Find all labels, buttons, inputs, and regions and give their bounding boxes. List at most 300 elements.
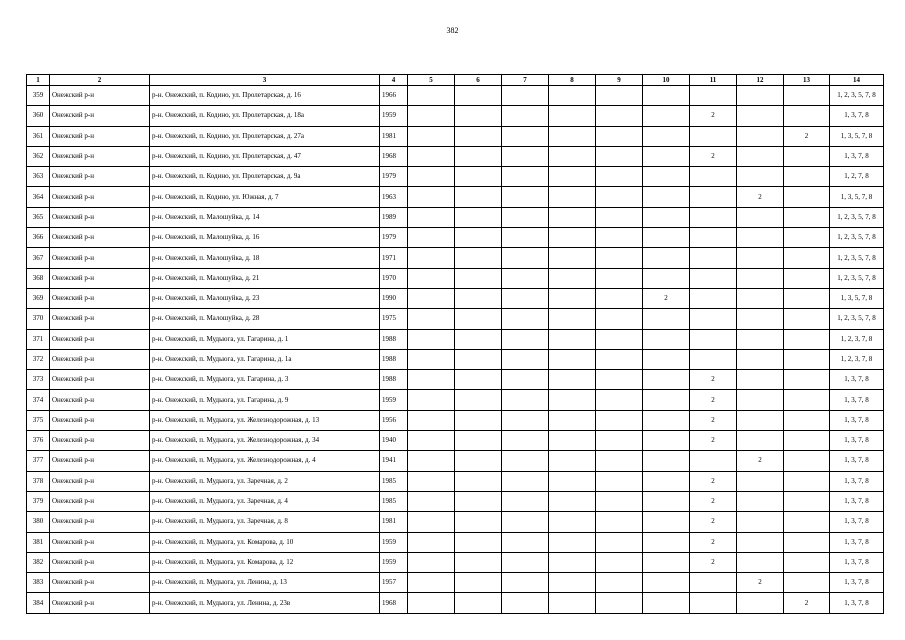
col10-cell: [643, 106, 690, 126]
row-number: 384: [27, 593, 50, 613]
col7-cell: [502, 106, 549, 126]
district-cell: Онежский р-н: [50, 309, 150, 329]
column-header-3: 3: [150, 75, 380, 86]
col13-cell: [784, 207, 830, 227]
column-header-4: 4: [380, 75, 408, 86]
col13-cell: [784, 552, 830, 572]
col5-cell: [408, 573, 455, 593]
row-number: 381: [27, 532, 50, 552]
row-number: 370: [27, 309, 50, 329]
col6-cell: [455, 491, 502, 511]
district-cell: Онежский р-н: [50, 410, 150, 430]
col12-cell: [737, 431, 784, 451]
col5-cell: [408, 390, 455, 410]
col7-cell: [502, 228, 549, 248]
col5-cell: [408, 126, 455, 146]
col12-cell: [737, 329, 784, 349]
address-cell: р-н. Онежский, п. Мудьюга, ул. Ленина, д. 13: [150, 573, 380, 593]
district-cell: Онежский р-н: [50, 146, 150, 166]
address-cell: р-н. Онежский, п. Кодино, ул. Пролетарская, д. 27а: [150, 126, 380, 146]
col11-cell: [690, 573, 737, 593]
col8-cell: [549, 471, 596, 491]
year-cell: 1990: [380, 288, 408, 308]
col5-cell: [408, 146, 455, 166]
address-cell: р-н. Онежский, п. Малошуйка, д. 16: [150, 228, 380, 248]
district-cell: Онежский р-н: [50, 268, 150, 288]
table-row: [27, 491, 884, 511]
col8-cell: [549, 268, 596, 288]
address-cell: р-н. Онежский, п. Мудьюга, ул. Заречная, д. 8: [150, 512, 380, 532]
col14-cell: 1, 3, 7, 8: [830, 512, 884, 532]
district-cell: Онежский р-н: [50, 471, 150, 491]
col13-cell: [784, 390, 830, 410]
col11-cell: [690, 126, 737, 146]
row-number: 382: [27, 552, 50, 572]
col9-cell: [596, 593, 643, 613]
col8-cell: [549, 349, 596, 369]
col12-cell: [737, 167, 784, 187]
col12-cell: [737, 248, 784, 268]
col5-cell: [408, 268, 455, 288]
col10-cell: [643, 207, 690, 227]
col12-cell: [737, 309, 784, 329]
col12-cell: [737, 106, 784, 126]
row-number: 383: [27, 573, 50, 593]
col9-cell: [596, 207, 643, 227]
col6-cell: [455, 207, 502, 227]
col5-cell: [408, 248, 455, 268]
col14-cell: 1, 3, 5, 7, 8: [830, 187, 884, 207]
col14-cell: 1, 3, 7, 8: [830, 593, 884, 613]
col5-cell: [408, 532, 455, 552]
col9-cell: [596, 268, 643, 288]
address-cell: р-н. Онежский, п. Мудьюга, ул. Гагарина, д. 3: [150, 370, 380, 390]
year-cell: 1959: [380, 390, 408, 410]
col14-cell: 1, 2, 7, 8: [830, 167, 884, 187]
col6-cell: [455, 390, 502, 410]
row-number: 375: [27, 410, 50, 430]
col12-cell: [737, 86, 784, 106]
col11-cell: 2: [690, 471, 737, 491]
col7-cell: [502, 431, 549, 451]
col9-cell: [596, 126, 643, 146]
year-cell: 1968: [380, 593, 408, 613]
row-number: 374: [27, 390, 50, 410]
row-number: 372: [27, 349, 50, 369]
col13-cell: [784, 451, 830, 471]
col12-cell: 2: [737, 451, 784, 471]
col8-cell: [549, 329, 596, 349]
col12-cell: [737, 288, 784, 308]
district-cell: Онежский р-н: [50, 573, 150, 593]
year-cell: 1989: [380, 207, 408, 227]
col10-cell: [643, 491, 690, 511]
row-number: 379: [27, 491, 50, 511]
year-cell: 1968: [380, 146, 408, 166]
col7-cell: [502, 187, 549, 207]
col14-cell: 1, 2, 3, 5, 7, 8: [830, 309, 884, 329]
table-row: [27, 532, 884, 552]
col7-cell: [502, 167, 549, 187]
col6-cell: [455, 512, 502, 532]
col8-cell: [549, 207, 596, 227]
col8-cell: [549, 106, 596, 126]
col9-cell: [596, 471, 643, 491]
col12-cell: [737, 268, 784, 288]
column-header-1: 1: [27, 75, 50, 86]
year-cell: 1981: [380, 512, 408, 532]
col6-cell: [455, 471, 502, 491]
col10-cell: [643, 167, 690, 187]
col11-cell: [690, 329, 737, 349]
col14-cell: 1, 3, 7, 8: [830, 146, 884, 166]
row-number: 366: [27, 228, 50, 248]
year-cell: 1988: [380, 329, 408, 349]
address-cell: р-н. Онежский, п. Мудьюга, ул. Ленина, д. 23в: [150, 593, 380, 613]
address-cell: р-н. Онежский, п. Кодино, ул. Пролетарская, д. 18а: [150, 106, 380, 126]
table-row: [27, 451, 884, 471]
col14-cell: 1, 3, 7, 8: [830, 491, 884, 511]
col13-cell: 2: [784, 593, 830, 613]
col8-cell: [549, 512, 596, 532]
col11-cell: [690, 167, 737, 187]
col9-cell: [596, 491, 643, 511]
address-cell: р-н. Онежский, п. Мудьюга, ул. Комарова, д. 10: [150, 532, 380, 552]
row-number: 364: [27, 187, 50, 207]
row-number: 359: [27, 86, 50, 106]
col7-cell: [502, 573, 549, 593]
col9-cell: [596, 86, 643, 106]
col5-cell: [408, 410, 455, 430]
table-row: [27, 248, 884, 268]
year-cell: 1970: [380, 268, 408, 288]
year-cell: 1985: [380, 471, 408, 491]
col13-cell: [784, 370, 830, 390]
district-cell: Онежский р-н: [50, 532, 150, 552]
table-row: [27, 228, 884, 248]
col11-cell: [690, 349, 737, 369]
address-cell: р-н. Онежский, п. Мудьюга, ул. Железнодорожная, д. 34: [150, 431, 380, 451]
col13-cell: [784, 431, 830, 451]
col13-cell: [784, 187, 830, 207]
col9-cell: [596, 187, 643, 207]
page-number: 382: [446, 26, 459, 35]
col5-cell: [408, 552, 455, 572]
col6-cell: [455, 86, 502, 106]
table-row: [27, 288, 884, 308]
col5-cell: [408, 309, 455, 329]
address-cell: р-н. Онежский, п. Мудьюга, ул. Гагарина, д. 1: [150, 329, 380, 349]
col7-cell: [502, 532, 549, 552]
district-cell: Онежский р-н: [50, 207, 150, 227]
col14-cell: 1, 3, 7, 8: [830, 552, 884, 572]
col8-cell: [549, 451, 596, 471]
table-row: [27, 268, 884, 288]
col8-cell: [549, 370, 596, 390]
col8-cell: [549, 410, 596, 430]
address-cell: р-н. Онежский, п. Малошуйка, д. 18: [150, 248, 380, 268]
col7-cell: [502, 451, 549, 471]
table-body: [27, 86, 884, 614]
col5-cell: [408, 207, 455, 227]
col11-cell: [690, 288, 737, 308]
col5-cell: [408, 370, 455, 390]
table-row: [27, 431, 884, 451]
address-cell: р-н. Онежский, п. Кодино, ул. Пролетарская, д. 9а: [150, 167, 380, 187]
year-cell: 1941: [380, 451, 408, 471]
col13-cell: [784, 228, 830, 248]
col6-cell: [455, 410, 502, 430]
col10-cell: [643, 512, 690, 532]
row-number: 369: [27, 288, 50, 308]
col9-cell: [596, 431, 643, 451]
row-number: 360: [27, 106, 50, 126]
row-number: 368: [27, 268, 50, 288]
column-header-9: 9: [596, 75, 643, 86]
col9-cell: [596, 248, 643, 268]
col7-cell: [502, 471, 549, 491]
col6-cell: [455, 146, 502, 166]
row-number: 377: [27, 451, 50, 471]
table-row: [27, 552, 884, 572]
col14-cell: 1, 3, 5, 7, 8: [830, 126, 884, 146]
col11-cell: 2: [690, 370, 737, 390]
col9-cell: [596, 106, 643, 126]
col14-cell: 1, 3, 7, 8: [830, 390, 884, 410]
col10-cell: [643, 451, 690, 471]
col14-cell: 1, 2, 3, 5, 7, 8: [830, 268, 884, 288]
col8-cell: [549, 146, 596, 166]
column-header-10: 10: [643, 75, 690, 86]
district-cell: Онежский р-н: [50, 349, 150, 369]
col11-cell: [690, 207, 737, 227]
col14-cell: 1, 2, 3, 5, 7, 8: [830, 207, 884, 227]
col6-cell: [455, 552, 502, 572]
col13-cell: [784, 329, 830, 349]
table-row: [27, 309, 884, 329]
year-cell: 1971: [380, 248, 408, 268]
col12-cell: 2: [737, 187, 784, 207]
col10-cell: [643, 187, 690, 207]
table-row: [27, 349, 884, 369]
district-cell: Онежский р-н: [50, 593, 150, 613]
col8-cell: [549, 228, 596, 248]
col11-cell: 2: [690, 390, 737, 410]
col10-cell: [643, 146, 690, 166]
col9-cell: [596, 573, 643, 593]
col7-cell: [502, 491, 549, 511]
district-cell: Онежский р-н: [50, 167, 150, 187]
col7-cell: [502, 207, 549, 227]
col5-cell: [408, 593, 455, 613]
table-row: [27, 167, 884, 187]
col13-cell: [784, 471, 830, 491]
col11-cell: 2: [690, 552, 737, 572]
district-cell: Онежский р-н: [50, 86, 150, 106]
col7-cell: [502, 248, 549, 268]
col13-cell: [784, 167, 830, 187]
col11-cell: [690, 248, 737, 268]
district-cell: Онежский р-н: [50, 228, 150, 248]
col10-cell: [643, 390, 690, 410]
col10-cell: [643, 431, 690, 451]
col14-cell: 1, 3, 7, 8: [830, 431, 884, 451]
col11-cell: [690, 451, 737, 471]
col13-cell: [784, 410, 830, 430]
year-cell: 1979: [380, 228, 408, 248]
district-cell: Онежский р-н: [50, 187, 150, 207]
col6-cell: [455, 431, 502, 451]
col8-cell: [549, 86, 596, 106]
col5-cell: [408, 106, 455, 126]
col10-cell: 2: [643, 288, 690, 308]
col11-cell: 2: [690, 146, 737, 166]
col8-cell: [549, 126, 596, 146]
address-cell: р-н. Онежский, п. Малошуйка, д. 23: [150, 288, 380, 308]
col6-cell: [455, 248, 502, 268]
col9-cell: [596, 288, 643, 308]
row-number: 380: [27, 512, 50, 532]
row-number: 371: [27, 329, 50, 349]
table-row: [27, 573, 884, 593]
col12-cell: [737, 390, 784, 410]
col14-cell: 1, 2, 3, 5, 7, 8: [830, 228, 884, 248]
col12-cell: [737, 532, 784, 552]
table-row: [27, 471, 884, 491]
col7-cell: [502, 370, 549, 390]
col11-cell: [690, 228, 737, 248]
col13-cell: [784, 309, 830, 329]
col9-cell: [596, 410, 643, 430]
col11-cell: 2: [690, 512, 737, 532]
year-cell: 1966: [380, 86, 408, 106]
col14-cell: 1, 3, 7, 8: [830, 451, 884, 471]
col12-cell: [737, 552, 784, 572]
district-cell: Онежский р-н: [50, 370, 150, 390]
col7-cell: [502, 512, 549, 532]
col6-cell: [455, 309, 502, 329]
col10-cell: [643, 309, 690, 329]
district-cell: Онежский р-н: [50, 431, 150, 451]
year-cell: 1975: [380, 309, 408, 329]
col6-cell: [455, 167, 502, 187]
address-cell: р-н. Онежский, п. Мудьюга, ул. Заречная, д. 4: [150, 491, 380, 511]
col13-cell: [784, 573, 830, 593]
col8-cell: [549, 288, 596, 308]
table-row: [27, 106, 884, 126]
col11-cell: 2: [690, 410, 737, 430]
column-header-5: 5: [408, 75, 455, 86]
year-cell: 1988: [380, 349, 408, 369]
year-cell: 1988: [380, 370, 408, 390]
col10-cell: [643, 593, 690, 613]
col10-cell: [643, 248, 690, 268]
year-cell: 1940: [380, 431, 408, 451]
column-header-14: 14: [830, 75, 884, 86]
column-header-13: 13: [784, 75, 830, 86]
col9-cell: [596, 451, 643, 471]
col12-cell: [737, 228, 784, 248]
column-header-7: 7: [502, 75, 549, 86]
col8-cell: [549, 390, 596, 410]
col12-cell: [737, 207, 784, 227]
col10-cell: [643, 471, 690, 491]
column-header-8: 8: [549, 75, 596, 86]
address-cell: р-н. Онежский, п. Кодино, ул. Пролетарская, д. 16: [150, 86, 380, 106]
col9-cell: [596, 512, 643, 532]
row-number: 365: [27, 207, 50, 227]
col12-cell: [737, 410, 784, 430]
col5-cell: [408, 167, 455, 187]
table-row: [27, 370, 884, 390]
col10-cell: [643, 552, 690, 572]
col8-cell: [549, 532, 596, 552]
col13-cell: [784, 86, 830, 106]
year-cell: 1957: [380, 573, 408, 593]
col7-cell: [502, 552, 549, 572]
district-cell: Онежский р-н: [50, 491, 150, 511]
col5-cell: [408, 349, 455, 369]
col7-cell: [502, 146, 549, 166]
address-cell: р-н. Онежский, п. Мудьюга, ул. Заречная, д. 2: [150, 471, 380, 491]
col9-cell: [596, 552, 643, 572]
year-cell: 1956: [380, 410, 408, 430]
col6-cell: [455, 288, 502, 308]
year-cell: 1985: [380, 491, 408, 511]
col6-cell: [455, 268, 502, 288]
col14-cell: 1, 2, 3, 5, 7, 8: [830, 248, 884, 268]
col7-cell: [502, 288, 549, 308]
col9-cell: [596, 167, 643, 187]
col7-cell: [502, 329, 549, 349]
table-row: [27, 410, 884, 430]
table-row: [27, 146, 884, 166]
col13-cell: [784, 106, 830, 126]
col13-cell: [784, 491, 830, 511]
col10-cell: [643, 268, 690, 288]
col11-cell: 2: [690, 431, 737, 451]
col6-cell: [455, 228, 502, 248]
district-cell: Онежский р-н: [50, 106, 150, 126]
col10-cell: [643, 126, 690, 146]
district-cell: Онежский р-н: [50, 288, 150, 308]
col5-cell: [408, 329, 455, 349]
row-number: 373: [27, 370, 50, 390]
year-cell: 1959: [380, 532, 408, 552]
col9-cell: [596, 370, 643, 390]
col14-cell: 1, 2, 3, 5, 7, 8: [830, 86, 884, 106]
col6-cell: [455, 370, 502, 390]
col8-cell: [549, 248, 596, 268]
col12-cell: [737, 512, 784, 532]
col11-cell: [690, 309, 737, 329]
address-cell: р-н. Онежский, п. Кодино, ул. Пролетарская, д. 47: [150, 146, 380, 166]
col7-cell: [502, 86, 549, 106]
address-cell: р-н. Онежский, п. Мудьюга, ул. Гагарина, д. 1а: [150, 349, 380, 369]
col9-cell: [596, 349, 643, 369]
year-cell: 1981: [380, 126, 408, 146]
col8-cell: [549, 593, 596, 613]
table-row: [27, 126, 884, 146]
col14-cell: 1, 3, 7, 8: [830, 573, 884, 593]
col12-cell: [737, 370, 784, 390]
col5-cell: [408, 431, 455, 451]
col7-cell: [502, 410, 549, 430]
district-cell: Онежский р-н: [50, 512, 150, 532]
col8-cell: [549, 573, 596, 593]
col8-cell: [549, 431, 596, 451]
col10-cell: [643, 573, 690, 593]
